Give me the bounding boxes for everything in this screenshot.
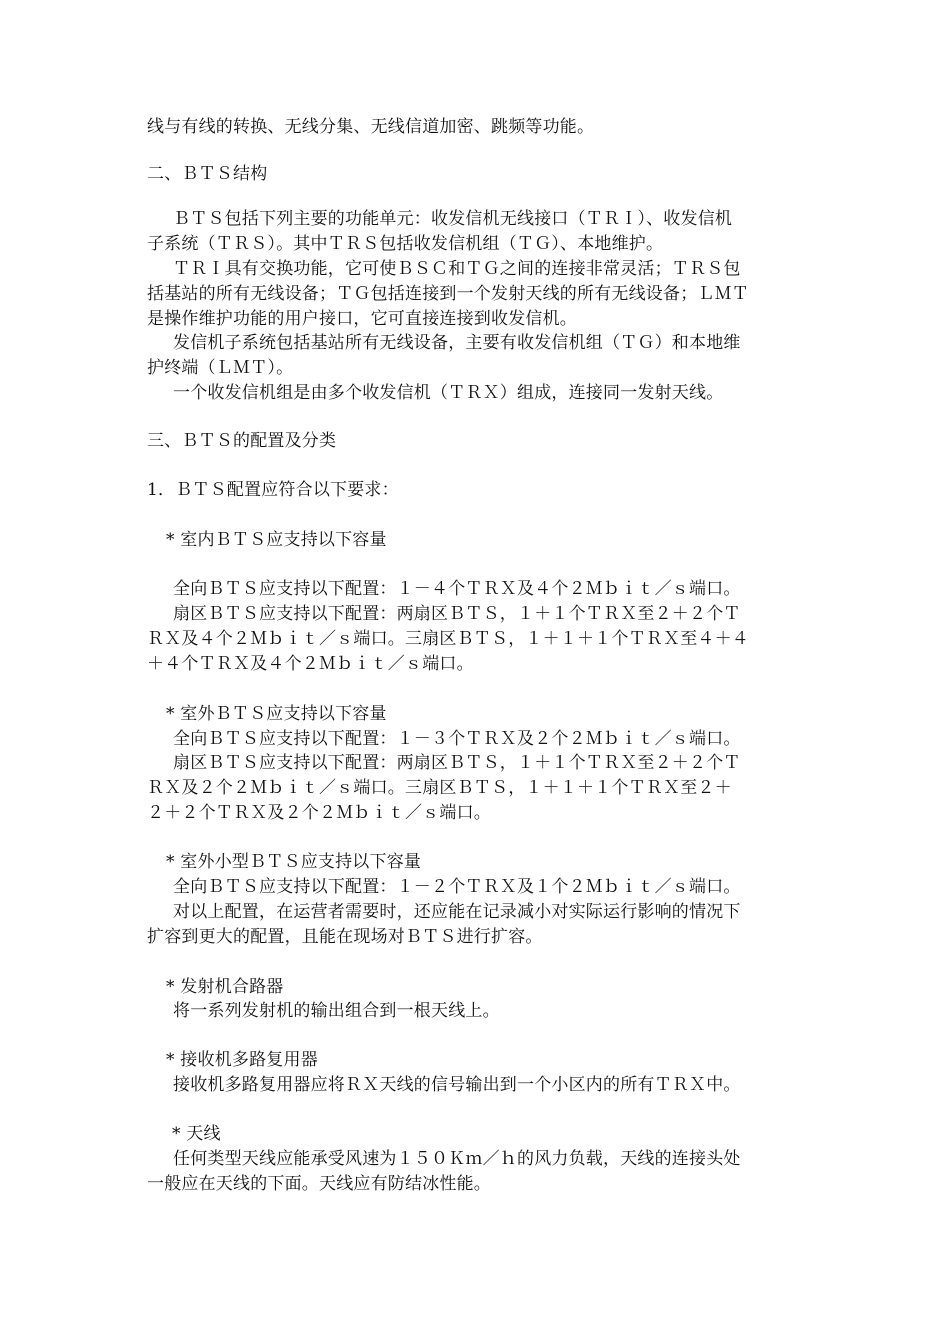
text-line: 扇区ＢＴＳ应支持以下配置：两扇区ＢＴＳ，１＋１个ＴＲＸ至２＋２个Ｔ	[173, 604, 741, 624]
text-line: ＲＸ及４个２Ｍｂｉｔ／ｓ端口。三扇区ＢＴＳ，１＋１＋１个ＴＲＸ至４＋４	[147, 629, 749, 649]
bullet-heading: * 接收机多路复用器	[166, 1050, 318, 1070]
text-line: 扇区ＢＴＳ应支持以下配置：两扇区ＢＴＳ，１＋１个ＴＲＸ至２＋２个Ｔ	[173, 753, 741, 773]
text-line: 对以上配置，在运营者需要时，还应能在记录减小对实际运行影响的情况下	[173, 902, 741, 922]
text-line: 扩容到更大的配置，且能在现场对ＢＴＳ进行扩容。	[147, 927, 543, 947]
text-line: 接收机多路复用器应将ＲＸ天线的信号输出到一个小区内的所有ＴＲＸ中。	[173, 1075, 741, 1095]
text-line: 是操作维护功能的用户接口，它可直接连接到收发信机。	[147, 309, 577, 329]
text-line: 线与有线的转换、无线分集、无线信道加密、跳频等功能。	[147, 117, 595, 137]
text-line: 一个收发信机组是由多个收发信机（ＴＲＸ）组成，连接同一发射天线。	[173, 383, 724, 403]
text-line: 全向ＢＴＳ应支持以下配置：１－４个ＴＲＸ及４个２Ｍｂｉｔ／ｓ端口。	[173, 579, 741, 599]
numbered-heading: 1．ＢＴＳ配置应符合以下要求：	[147, 480, 399, 500]
text-line: 护终端（ＬＭＴ）。	[147, 358, 294, 378]
section-heading-bts-structure: 二、ＢＴＳ结构	[147, 164, 268, 184]
text-line: 发信机子系统包括基站所有无线设备，主要有收发信机组（ＴＧ）和本地维	[173, 333, 741, 353]
bullet-heading: * 室外小型ＢＴＳ应支持以下容量	[166, 852, 422, 872]
text-line: 一般应在天线的下面。天线应有防结冰性能。	[147, 1174, 491, 1194]
bullet-heading: * 发射机合路器	[166, 977, 284, 997]
text-line: ＴＲＩ具有交换功能，它可使ＢＳＣ和ＴＧ之间的连接非常灵活；ＴＲＳ包	[173, 259, 741, 279]
text-line: 全向ＢＴＳ应支持以下配置：１－２个ＴＲＸ及１个２Ｍｂｉｔ／ｓ端口。	[173, 877, 741, 897]
text-line: 子系统（ＴＲＳ）。其中ＴＲＳ包括收发信机组（ＴＧ）、本地维护。	[147, 234, 664, 254]
text-line: ＲＸ及２个２Ｍｂｉｔ／ｓ端口。三扇区ＢＴＳ，１＋１＋１个ＴＲＸ至２＋	[147, 778, 732, 798]
text-line: ＢＴＳ包括下列主要的功能单元：收发信机无线接口（ＴＲＩ）、收发信机	[173, 209, 733, 229]
bullet-heading: * 室内ＢＴＳ应支持以下容量	[166, 530, 387, 550]
text-line: ＋４个ＴＲＸ及４个２Ｍｂｉｔ／ｓ端口。	[147, 654, 474, 674]
text-line: 括基站的所有无线设备；ＴＧ包括连接到一个发射天线的所有无线设备；ＬＭＴ	[147, 284, 749, 304]
text-line: 将一系列发射机的输出组合到一根天线上。	[173, 1001, 500, 1021]
text-line: 全向ＢＴＳ应支持以下配置：１－３个ＴＲＸ及２个２Ｍｂｉｔ／ｓ端口。	[173, 729, 741, 749]
bullet-heading: * 天线	[172, 1124, 221, 1144]
text-line: 任何类型天线应能承受风速为１５０Ｋｍ／ｈ的风力负载，天线的连接头处	[173, 1149, 741, 1169]
text-line: ２＋２个ＴＲＸ及２个２Ｍｂｉｔ／ｓ端口。	[147, 803, 491, 823]
bullet-heading: * 室外ＢＴＳ应支持以下容量	[166, 704, 387, 724]
section-heading-bts-config: 三、ＢＴＳ的配置及分类	[147, 431, 337, 451]
